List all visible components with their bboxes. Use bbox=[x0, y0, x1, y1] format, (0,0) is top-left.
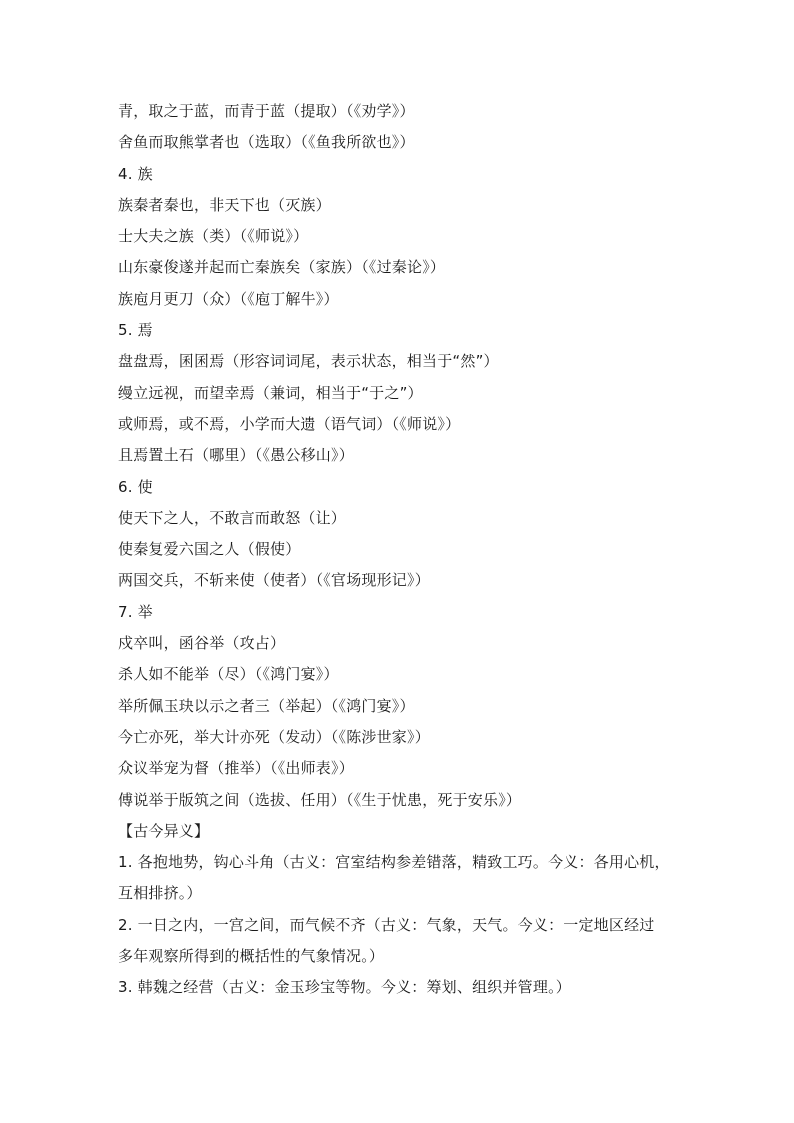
text-line: 或师焉，或不焉，小学而大遗（语气词）（《师说》） bbox=[118, 414, 461, 433]
text-line: 傅说举于版筑之间（选拔、任用）（《生于忧患，死于安乐》） bbox=[118, 790, 522, 809]
text-line: 族秦者秦也，非天下也（灭族） bbox=[118, 195, 331, 214]
text-line: 今亡亦死，举大计亦死（发动）（《陈涉世家》） bbox=[118, 727, 430, 746]
text-line: 使天下之人，不敢言而敢怒（让） bbox=[118, 508, 347, 527]
text-line: 士大夫之族（类）（《师说》） bbox=[118, 227, 309, 246]
section-heading: 5. 焉 bbox=[118, 321, 153, 340]
section-heading: 7. 举 bbox=[118, 602, 153, 621]
text-line: 杀人如不能举（尽）（《鸿门宴》） bbox=[118, 665, 339, 684]
section-heading: 【古今异义】 bbox=[118, 821, 210, 840]
text-line: 且焉置土石（哪里）（《愚公移山》） bbox=[118, 446, 354, 465]
text-line: 互相排挤。） bbox=[118, 884, 202, 903]
text-line: 两国交兵，不斩来使（使者）（《官场现形记》） bbox=[118, 571, 430, 590]
text-line: 多年观察所得到的概括性的气象情况。） bbox=[118, 947, 385, 966]
text-line: 3. 韩魏之经营（古义：金玉珍宝等物。今义：筹划、组织并管理。） bbox=[118, 978, 571, 997]
document-body bbox=[118, 96, 698, 1004]
section-heading: 6. 使 bbox=[118, 477, 153, 496]
text-line: 1. 各抱地势，钩心斗角（古义：宫室结构参差错落，精致工巧。今义：各用心机， bbox=[118, 853, 670, 872]
text-line: 众议举宠为督（推举）（《出师表》） bbox=[118, 759, 354, 778]
text-line: 戍卒叫，函谷举（攻占） bbox=[118, 634, 286, 653]
text-line: 山东豪俊遂并起而亡秦族矣（家族）（《过秦论》） bbox=[118, 258, 446, 277]
text-line: 使秦复爱六国之人（假使） bbox=[118, 540, 301, 559]
text-line: 青，取之于蓝，而青于蓝（提取）（《劝学》） bbox=[118, 102, 415, 120]
text-line: 盘盘焉，囷囷焉（形容词词尾，表示状态，相当于“然”） bbox=[118, 352, 499, 371]
text-line: 舍鱼而取熊掌者也（选取）（《鱼我所欲也》） bbox=[118, 133, 415, 152]
text-line: 缦立远视，而望幸焉（兼词，相当于“于之”） bbox=[118, 383, 423, 402]
text-line: 2. 一日之内，一宫之间，而气候不齐（古义：气象，天气。今义：一定地区经过 bbox=[118, 915, 655, 934]
text-line: 举所佩玉玦以示之者三（举起）（《鸿门宴》） bbox=[118, 696, 415, 715]
section-heading: 4. 族 bbox=[118, 164, 153, 183]
text-line: 族庖月更刀（众）（《庖丁解牛》） bbox=[118, 289, 339, 308]
